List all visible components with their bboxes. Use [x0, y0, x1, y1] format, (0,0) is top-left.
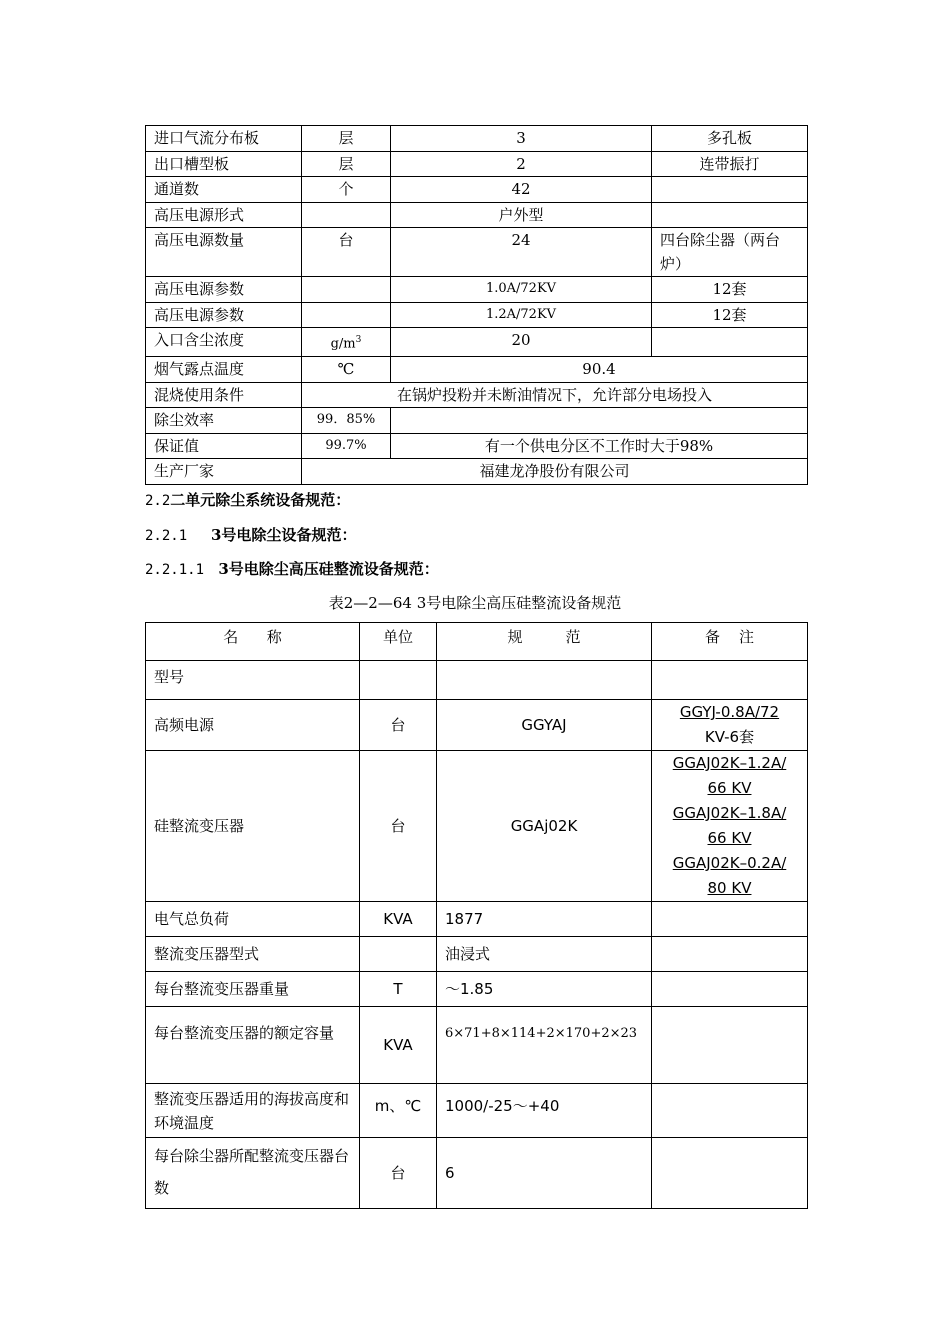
note-text: 80 KV	[707, 879, 752, 897]
table-cell	[302, 328, 391, 357]
table-cell: 层	[302, 151, 391, 177]
table-cell	[652, 972, 808, 1007]
table-cell: 每台整流变压器的额定容量	[146, 1007, 360, 1084]
table-cell: 6×71+8×114+2×170+2×23	[437, 1007, 652, 1084]
table-cell: 通道数	[146, 177, 302, 203]
table-cell	[652, 751, 808, 902]
table-row	[146, 661, 808, 700]
header-cell-unit: 单位	[360, 623, 437, 661]
table-row	[146, 1007, 808, 1084]
table-cell	[437, 661, 652, 700]
table-cell	[652, 661, 808, 700]
table-row	[146, 751, 808, 902]
table-cell	[652, 177, 808, 203]
table-cell: 多孔板	[652, 126, 808, 152]
heading-text: 二单元除尘系统设备规范：	[170, 491, 351, 509]
table-cell: 3	[391, 126, 652, 152]
table-cell: ℃	[302, 357, 391, 383]
note-line	[660, 801, 799, 826]
table-cell: 6	[437, 1138, 652, 1209]
table-caption: 表2—2—64 3号电除尘高压硅整流设备规范	[328, 594, 622, 612]
table-cell: 每台整流变压器重量	[146, 972, 360, 1007]
table-row	[146, 177, 808, 203]
table-cell: 福建龙净股份有限公司	[302, 459, 808, 485]
precipitator-spec-table-continued	[145, 125, 808, 485]
table-cell: 12套	[652, 302, 808, 328]
table-cell: 2	[391, 151, 652, 177]
unit-text: g/m	[330, 336, 356, 352]
table-cell: 油浸式	[437, 937, 652, 972]
table-cell: T	[360, 972, 437, 1007]
table-cell: 个	[302, 177, 391, 203]
table-cell: 进口气流分布板	[146, 126, 302, 152]
table-cell: 1877	[437, 902, 652, 937]
table-cell: 台	[302, 228, 391, 277]
table-row	[146, 202, 808, 228]
table-cell: 保证值	[146, 433, 302, 459]
table-row	[146, 902, 808, 937]
table-row	[146, 433, 808, 459]
table-cell: 90.4	[391, 357, 808, 383]
table-row	[146, 408, 808, 434]
table-header-row	[146, 623, 808, 661]
table-cell: 42	[391, 177, 652, 203]
note-line	[660, 700, 799, 725]
table-row	[146, 972, 808, 1007]
table-cell: 99．85%	[302, 408, 391, 434]
table-cell: 1000/-25～+40	[437, 1084, 652, 1138]
note-text: GGAJ02K–1.8A/	[672, 804, 787, 822]
table-cell: 整流变压器型式	[146, 937, 360, 972]
table-cell: 每台除尘器所配整流变压器台数	[146, 1138, 360, 1209]
table-cell: 99.7%	[302, 433, 391, 459]
table-cell	[391, 408, 808, 434]
section-heading-2-2-1-1	[145, 558, 439, 579]
table-cell: 生产厂家	[146, 459, 302, 485]
table-cell	[652, 1084, 808, 1138]
table-cell: 1.2A/72KV	[391, 302, 652, 328]
table-cell: KVA	[360, 902, 437, 937]
table-row	[146, 302, 808, 328]
header-cell-spec: 规 范	[437, 623, 652, 661]
heading-text: 3号电除尘设备规范：	[211, 526, 357, 544]
table-cell: m、℃	[360, 1084, 437, 1138]
table-row	[146, 357, 808, 383]
table-row	[146, 126, 808, 152]
table-cell: 型号	[146, 661, 360, 700]
table-cell	[302, 302, 391, 328]
table-cell: 高压电源数量	[146, 228, 302, 277]
table-cell: 出口槽型板	[146, 151, 302, 177]
table-cell: 连带振打	[652, 151, 808, 177]
table-cell: 入口含尘浓度	[146, 328, 302, 357]
table-cell: 24	[391, 228, 652, 277]
table-row	[146, 459, 808, 485]
table-cell: 户外型	[391, 202, 652, 228]
note-line	[660, 725, 799, 750]
table-cell	[652, 902, 808, 937]
table-cell	[302, 277, 391, 303]
table-row	[146, 700, 808, 751]
table-cell: 除尘效率	[146, 408, 302, 434]
note-line	[660, 876, 799, 901]
table-cell	[652, 1138, 808, 1209]
section-heading-2-2-1	[145, 524, 356, 545]
note-line	[660, 826, 799, 851]
note-line	[660, 851, 799, 876]
table-cell: 高频电源	[146, 700, 360, 751]
table-cell	[652, 202, 808, 228]
note-line	[660, 751, 799, 776]
table-cell: 硅整流变压器	[146, 751, 360, 902]
section-heading-2-2	[145, 489, 350, 510]
table-row	[146, 277, 808, 303]
table-cell: 台	[360, 751, 437, 902]
table-cell	[652, 328, 808, 357]
table-cell: 烟气露点温度	[146, 357, 302, 383]
heading-text: 3号电除尘高压硅整流设备规范：	[218, 560, 439, 578]
table-cell: GGAj02K	[437, 751, 652, 902]
table-cell: GGYAJ	[437, 700, 652, 751]
table-cell: 高压电源形式	[146, 202, 302, 228]
header-cell-name: 名 称	[146, 623, 360, 661]
note-line	[660, 776, 799, 801]
table-row	[146, 328, 808, 357]
table-cell: 在锅炉投粉并未断油情况下，允许部分电场投入	[302, 382, 808, 408]
table-cell: 层	[302, 126, 391, 152]
table-row	[146, 1084, 808, 1138]
table-row	[146, 937, 808, 972]
table-row	[146, 382, 808, 408]
note-text: GGYJ-0.8A/72	[679, 703, 780, 721]
heading-number: 2.2.1	[145, 528, 188, 544]
table-row	[146, 1138, 808, 1209]
table-row	[146, 151, 808, 177]
note-text: KV-6套	[704, 728, 755, 746]
table-cell	[652, 1007, 808, 1084]
table-cell: 高压电源参数	[146, 302, 302, 328]
table-cell: 台	[360, 1138, 437, 1209]
note-text: 66 KV	[707, 829, 752, 847]
table-cell	[302, 202, 391, 228]
table-cell: KVA	[360, 1007, 437, 1084]
note-text: 66 KV	[707, 779, 752, 797]
unit-superscript: 3	[355, 335, 362, 345]
table-row	[146, 228, 808, 277]
table-cell	[360, 661, 437, 700]
table-cell: 电气总负荷	[146, 902, 360, 937]
header-cell-note: 备 注	[652, 623, 808, 661]
table-cell	[652, 700, 808, 751]
rectifier-spec-table	[145, 622, 808, 1209]
table-cell: 高压电源参数	[146, 277, 302, 303]
table-cell	[360, 937, 437, 972]
table-cell: 1.0A/72KV	[391, 277, 652, 303]
heading-number: 2.2.1.1	[145, 562, 205, 578]
table-cell: 有一个供电分区不工作时大于98%	[391, 433, 808, 459]
table-cell: 四台除尘器（两台炉）	[652, 228, 808, 277]
table-cell: 12套	[652, 277, 808, 303]
table-cell: 20	[391, 328, 652, 357]
table-cell	[652, 937, 808, 972]
table-cell: ～1.85	[437, 972, 652, 1007]
table-cell: 台	[360, 700, 437, 751]
note-text: GGAJ02K–1.2A/	[672, 754, 787, 772]
table-cell: 混烧使用条件	[146, 382, 302, 408]
table-cell: 整流变压器适用的海拔高度和环境温度	[146, 1084, 360, 1138]
note-text: GGAJ02K–0.2A/	[672, 854, 787, 872]
heading-number: 2.2	[145, 493, 171, 509]
